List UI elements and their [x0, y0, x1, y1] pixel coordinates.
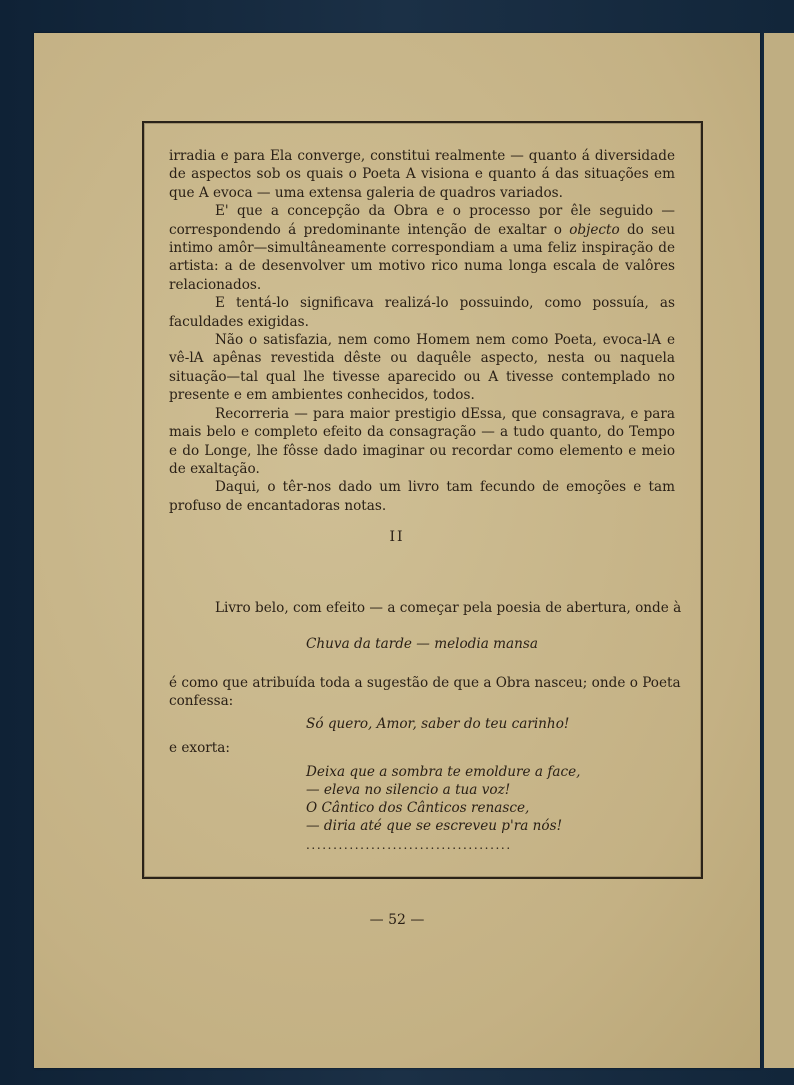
paragraph-4: Não o satisfazia, nem como Homem nem como Poeta, evoca-lA e vê-lA apênas revestida dêste ou daquêle aspecto, nesta ou naquela situação—tal qual lhe tivesse aparecido ou A tivesse contemplado no presente e em ambientes conhecidos, todos. — [169, 332, 675, 404]
paragraph-5: Recorreria — para maior prestigio dEssa, que consagrava, e para mais belo e completo efeito da consagração — a tudo quanto, do Tempo e do Longe, lhe fôsse dado imaginar ou recordar como elemento e meio de exaltação. — [169, 405, 675, 477]
verse-line-1: Deixa que a sombra te emoldure a face, — [306, 764, 581, 780]
paragraph-1: irradia e para Ela converge, constitui realmente — quanto á diversidade de aspectos sob os quais o Poeta A visiona e quanto á das situações em que A evoca — uma extensa galeria de quadros variados. — [169, 148, 675, 201]
section-number: II — [389, 529, 405, 545]
verse-line-2: — eleva no silencio a tua voz! — [306, 782, 511, 798]
paragraph-3: E tentá-lo significava realizá-lo possuindo, como possuía, as faculdades exigidas. — [169, 295, 675, 330]
quote-2: Só quero, Amor, saber do teu carinho! — [306, 716, 570, 732]
section2-line2b: confessa: — [169, 693, 234, 709]
section2-line2a: é como que atribuída toda a sugestão de que a Obra nasceu; onde o Poeta — [169, 675, 681, 691]
verse-line-3: O Cântico dos Cânticos renasce, — [306, 800, 530, 816]
page-number: — 52 — — [369, 912, 425, 928]
section2-line1: Livro belo, com efeito — a começar pela poesia de abertura, onde à — [215, 600, 682, 616]
ellipsis-dots: ...................................... — [306, 838, 512, 852]
body-text — [169, 147, 675, 515]
section2-line3: e exorta: — [169, 740, 230, 756]
paragraph-2: E' que a concepção da Obra e o processo por êle seguido — correspondendo á predominante intenção de exaltar o objecto do seu intimo amôr—simultâneamente correspondiam a uma feliz inspiração de artista: a de desenvolver um motivo rico numa longa escala de valôres relacionados. — [169, 203, 675, 293]
quote-1: Chuva da tarde — melodia mansa — [306, 636, 538, 652]
paragraph-6: Daqui, o têr-nos dado um livro tam fecundo de emoções e tam profuso de encantadoras notas. — [169, 479, 675, 514]
verse-line-4: — diria até que se escreveu p'ra nós! — [306, 818, 563, 834]
